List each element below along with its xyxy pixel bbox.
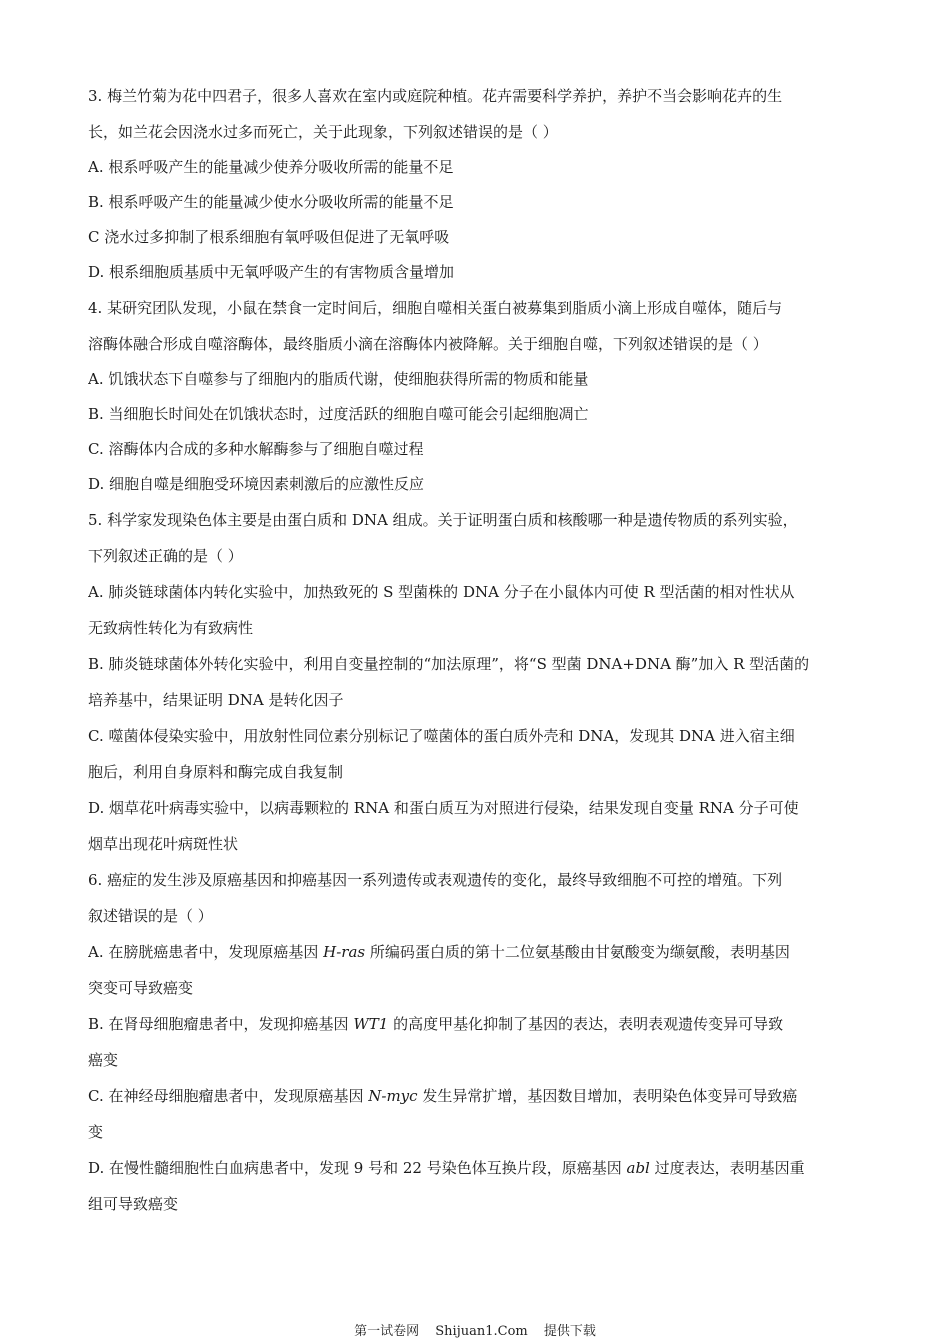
question-4 [88,290,864,502]
question-4-option-b: B. 当细胞长时间处在饥饿状态时，过度活跃的细胞自噬可能会引起细胞凋亡 [88,405,589,423]
question-6-option-a-line2: 突变可导致癌变 [88,979,194,997]
question-5 [88,502,864,862]
question-6-option-d-line2: 组可导致癌变 [88,1195,179,1213]
question-6-option-b-line1 [88,1006,864,1042]
question-4-option-d: D. 细胞自噬是细胞受环境因素刺激后的应激性反应 [88,475,425,493]
question-6-option-c-line2: 变 [88,1123,104,1141]
option-d-gene: abl [626,1159,650,1177]
question-6-option-d-line1 [88,1150,864,1186]
question-5-stem-line1: 5. 科学家发现染色体主要是由蛋白质和 DNA 组成。关于证明蛋白质和核酸哪一种是遗传物质的系列实验， [88,511,798,529]
option-c-gene: N-myc [368,1087,418,1105]
option-b-gene: WT1 [353,1015,389,1033]
question-3-option-a: A. 根系呼吸产生的能量减少使养分吸收所需的能量不足 [88,158,454,176]
page-footer [0,1323,950,1341]
option-c-text-post: 发生异常扩增，基因数目增加，表明染色体变异可导致癌 [417,1087,798,1105]
question-6-option-a-line1 [88,934,864,970]
question-5-option-b-line1: B. 肺炎链球菌体外转化实验中，利用自变量控制的“加法原理”，将“S 型菌 DNA+DNA 酶”加入 R 型活菌的 [88,655,810,673]
question-4-stem-line2: 溶酶体融合形成自噬溶酶体，最终脂质小滴在溶酶体内被降解。关于细胞自噬，下列叙述错误的是（ ） [88,335,768,353]
question-3 [88,78,864,290]
question-5-option-d-line2: 烟草出现花叶病斑性状 [88,835,239,853]
question-5-option-c-line1: C. 噬菌体侵染实验中，用放射性同位素分别标记了噬菌体的蛋白质外壳和 DNA，发现其 DNA 进入宿主细 [88,727,795,745]
question-5-option-a-line1: A. 肺炎链球菌体内转化实验中，加热致死的 S 型菌株的 DNA 分子在小鼠体内可使 R 型活菌的相对性状从 [88,583,795,601]
question-3-stem-line1: 3. 梅兰竹菊为花中四君子，很多人喜欢在室内或庭院种植。花卉需要科学养护，养护不当会影响花卉的生 [88,87,783,105]
question-5-option-c-line2: 胞后，利用自身原料和酶完成自我复制 [88,763,344,781]
option-d-text-pre: D. 在慢性髓细胞性白血病患者中，发现 9 号和 22 号染色体互换片段，原癌基因 [88,1159,627,1177]
question-4-option-a: A. 饥饿状态下自噬参与了细胞内的脂质代谢，使细胞获得所需的物质和能量 [88,370,589,388]
footer-site-url[interactable]: Shijuan1.Com [435,1324,528,1339]
question-5-option-d-line1: D. 烟草花叶病毒实验中，以病毒颗粒的 RNA 和蛋白质互为对照进行侵染，结果发现自变量 RNA 分子可使 [88,799,799,817]
footer-site-name: 第一试卷网 [354,1324,420,1339]
option-a-gene: H-ras [323,943,366,961]
option-c-text-pre: C. 在神经母细胞瘤患者中，发现原癌基因 [88,1087,369,1105]
question-3-option-d: D. 根系细胞质基质中无氧呼吸产生的有害物质含量增加 [88,263,455,281]
question-6-option-c-line1 [88,1078,864,1114]
question-4-stem-line1: 4. 某研究团队发现，小鼠在禁食一定时间后，细胞自噬相关蛋白被募集到脂质小滴上形成自噬体，随后与 [88,299,783,317]
option-b-text-pre: B. 在肾母细胞瘤患者中，发现抑癌基因 [88,1015,354,1033]
footer-download: 提供下载 [543,1324,596,1339]
question-6-option-b-line2: 癌变 [88,1051,119,1069]
option-d-text-post: 过度表达，表明基因重 [649,1159,805,1177]
question-3-option-b: B. 根系呼吸产生的能量减少使水分吸收所需的能量不足 [88,193,454,211]
option-b-text-post: 的高度甲基化抑制了基因的表达，表明表观遗传变异可导致 [388,1015,784,1033]
option-a-text-pre: A. 在膀胱癌患者中，发现原癌基因 [88,943,324,961]
question-5-option-a-line2: 无致病性转化为有致病性 [88,619,254,637]
question-5-stem-line2: 下列叙述正确的是（ ） [88,547,243,565]
question-3-option-c: C 浇水过多抑制了根系细胞有氧呼吸但促进了无氧呼吸 [88,228,450,246]
question-6 [88,862,864,1222]
question-6-stem-line1: 6. 癌症的发生涉及原癌基因和抑癌基因一系列遗传或表观遗传的变化，最终导致细胞不可控的增殖。下列 [88,871,783,889]
question-3-stem-line2: 长，如兰花会因浇水过多而死亡，关于此现象，下列叙述错误的是（ ） [88,123,558,141]
question-6-stem-line2: 叙述错误的是（ ） [88,907,213,925]
question-4-option-c: C. 溶酶体内合成的多种水解酶参与了细胞自噬过程 [88,440,424,458]
question-5-option-b-line2: 培养基中，结果证明 DNA 是转化因子 [88,691,344,709]
option-a-text-post: 所编码蛋白质的第十二位氨基酸由甘氨酸变为缬氨酸，表明基因 [365,943,790,961]
exam-page [88,78,864,1222]
